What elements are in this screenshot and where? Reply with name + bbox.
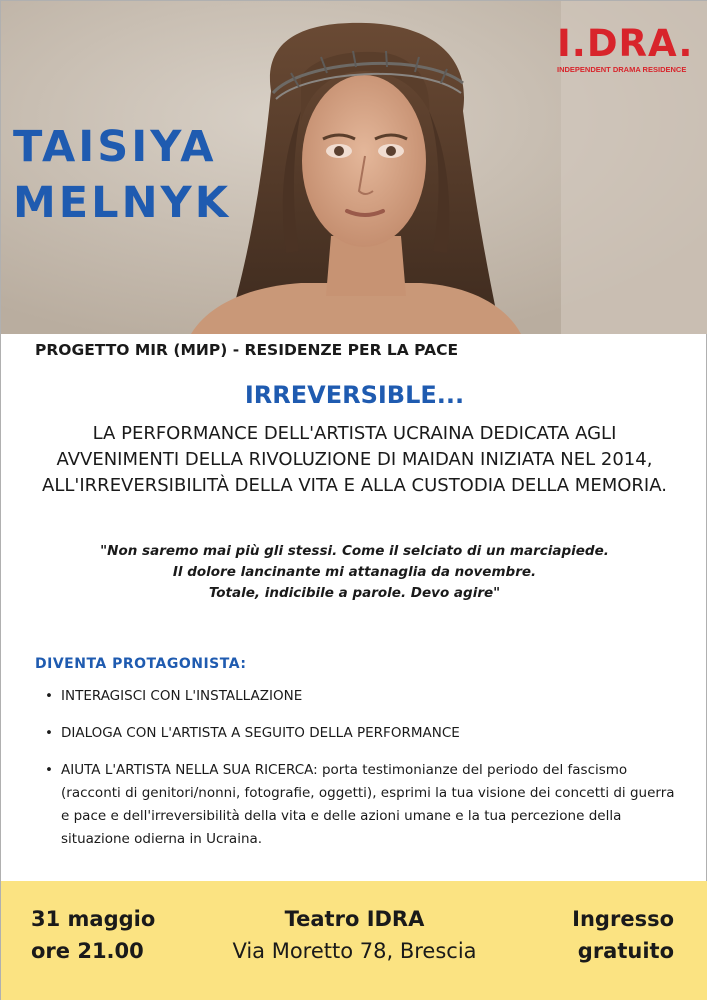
event-date: 31 maggio bbox=[31, 907, 156, 931]
cta-title: DIVENTA PROTAGONISTA: bbox=[35, 656, 247, 672]
list-item bbox=[45, 722, 685, 745]
bullet-icon: • bbox=[45, 688, 53, 704]
list-item-text: DIALOGA CON L'ARTISTA A SEGUITO DELLA PERFORMANCE bbox=[61, 725, 460, 741]
list-item-text: AIUTA L'ARTISTA NELLA SUA RICERCA: porta testimonianze del periodo del fascismo (racconti di genitori/nonni, fotografie, oggetti), esprimi la tua visione dei concetti di guerra e pace e dell'irreversibilità della vita e delle azioni umane e la tua percezione della situazione odierna in Ucraina. bbox=[61, 762, 675, 847]
artist-first-name: TAISIYA bbox=[13, 122, 217, 172]
performance-description bbox=[1, 421, 707, 499]
artist-name bbox=[13, 119, 231, 231]
logo-wordmark: I.DRA. bbox=[557, 22, 694, 65]
quote-line: Totale, indicibile a parole. Devo agire" bbox=[208, 585, 501, 601]
logo-subtitle: INDEPENDENT DRAMA RESIDENCE bbox=[557, 65, 687, 74]
description-line: LA PERFORMANCE DELL'ARTISTA UCRAINA DEDICATA AGLI bbox=[92, 423, 617, 444]
event-info-footer bbox=[1, 881, 707, 1000]
entry-line: gratuito bbox=[577, 939, 674, 963]
artist-quote bbox=[1, 541, 707, 604]
entry-info bbox=[572, 903, 674, 967]
idra-logo bbox=[557, 22, 694, 74]
description-line: AVVENIMENTI DELLA RIVOLUZIONE DI MAIDAN INIZIATA NEL 2014, bbox=[56, 449, 653, 470]
list-item bbox=[45, 685, 685, 708]
project-title: PROGETTO MIR (МИР) - RESIDENZE PER LA PACE bbox=[35, 341, 459, 359]
artist-last-name: MELNYK bbox=[13, 178, 232, 228]
description-line: ALL'IRREVERSIBILITÀ DELLA VITA E ALLA CUSTODIA DELLA MEMORIA. bbox=[42, 475, 667, 496]
bullet-icon: • bbox=[45, 762, 53, 778]
list-item-text: INTERAGISCI CON L'INSTALLAZIONE bbox=[61, 688, 303, 704]
entry-line: Ingresso bbox=[572, 907, 674, 931]
hero-photo bbox=[1, 1, 707, 334]
quote-line: Il dolore lancinante mi attanaglia da novembre. bbox=[172, 564, 537, 580]
venue-address: Via Moretto 78, Brescia bbox=[232, 939, 477, 963]
quote-line: "Non saremo mai più gli stessi. Come il selciato di un marciapiede. bbox=[100, 543, 609, 559]
cta-list bbox=[45, 685, 685, 851]
list-item bbox=[45, 759, 685, 851]
performance-title: IRREVERSIBLE... bbox=[244, 381, 465, 409]
bullet-icon: • bbox=[45, 725, 53, 741]
event-time: ore 21.00 bbox=[31, 939, 144, 963]
venue-name: Teatro IDRA bbox=[284, 907, 425, 931]
